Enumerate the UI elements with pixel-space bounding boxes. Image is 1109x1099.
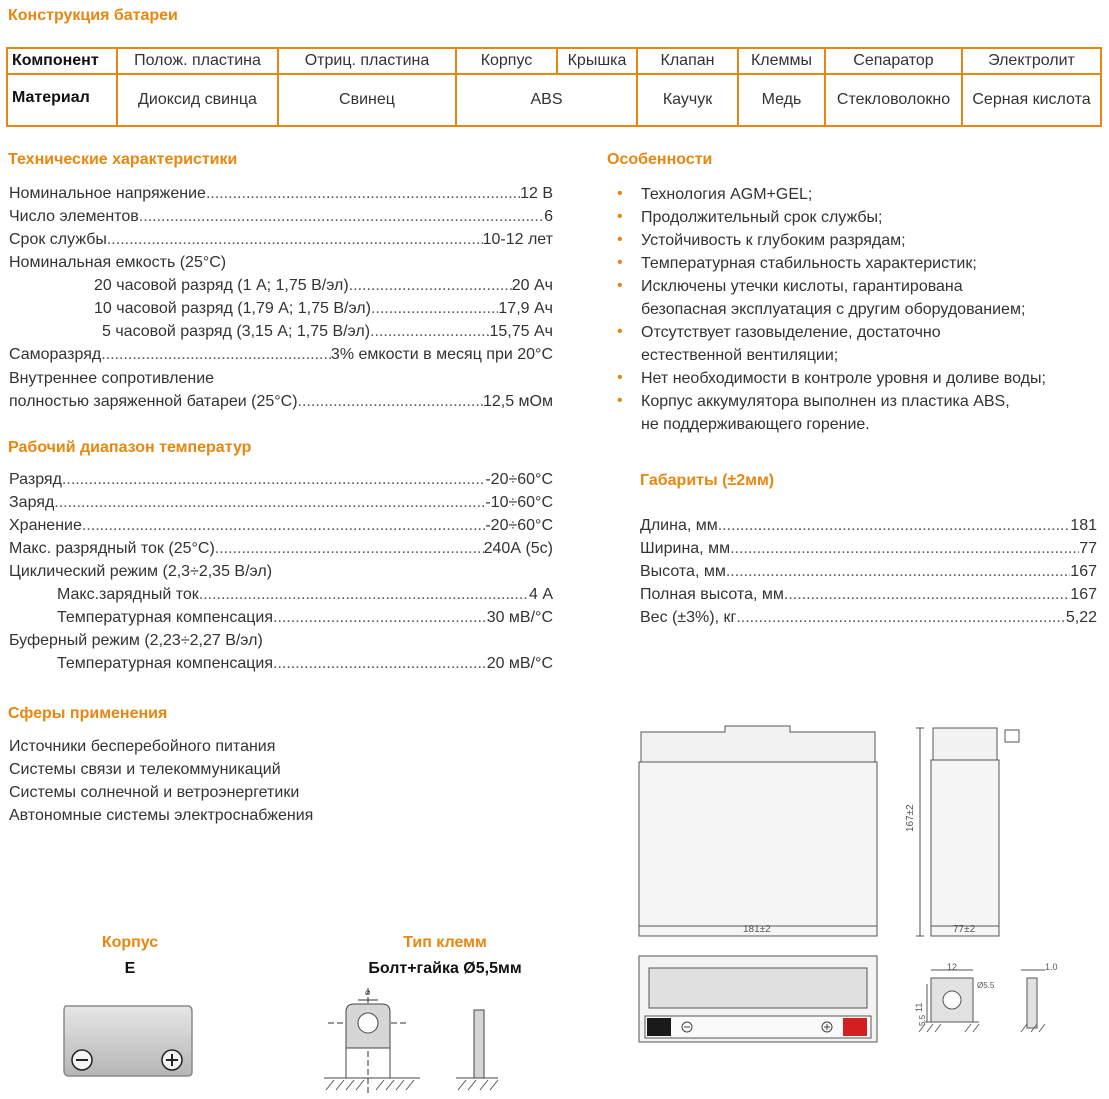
dim-weight: Вес (±3%), кг ..... 5,22 (640, 608, 1097, 628)
feature-item (615, 390, 1046, 413)
spec-cap5: 5 часовой разряд (3,15 А; 1,75 В/эл) ..... 15,75 Ач (102, 322, 553, 342)
case-e-drawing (60, 1000, 196, 1080)
dim-length: Длина, мм ..... 181 (640, 516, 1097, 536)
feature-text: Нет необходимости в контроле уровня и доливе воды; (641, 370, 1046, 387)
temp-storage: Хранение ..... -20÷60°С (9, 516, 553, 536)
material-cell: Свинец (278, 74, 456, 126)
material-cell: Диоксид свинца (117, 74, 278, 126)
buffer-title: Буферный режим (2,23÷2,27 В/эл) (9, 632, 263, 649)
negative-terminal-icon (72, 1050, 92, 1070)
spec-voltage: Номинальное напряжение ..... 12 В (9, 184, 553, 204)
application-item: Источники бесперебойного питания (9, 738, 276, 755)
positive-terminal-icon (162, 1050, 182, 1070)
component-cell: Электролит (962, 48, 1101, 74)
capacity-title: Номинальная емкость (25°С) (9, 254, 227, 271)
terminal-hole-label: Ø5.5 (977, 981, 995, 990)
spec-life: Срок службы ..... 10-12 лет (9, 230, 553, 250)
material-cell: Стекловолокно (825, 74, 962, 126)
row-header-material: Материал (7, 74, 117, 126)
terminal-drawing (320, 978, 500, 1098)
tech-title: Технические характеристики (8, 151, 238, 168)
temp-maxcurrent: Макс. разрядный ток (25°С) ..... 240А (5с) (9, 539, 553, 559)
application-item: Системы связи и телекоммуникаций (9, 761, 281, 778)
svg-text:⌀: ⌀ (365, 987, 371, 997)
spec-resistance: полностью заряженной батареи (25°С) ..... 12,5 мОм (9, 392, 553, 412)
feature-item (615, 321, 1046, 344)
features-list (615, 183, 1046, 436)
component-cell: Корпус (456, 48, 557, 74)
application-item: Автономные системы электроснабжения (9, 807, 314, 824)
feature-text: безопасная эксплуатация с другим оборудованием; (641, 301, 1026, 318)
battery-drawing (635, 720, 1105, 1050)
feature-item-continuation (615, 298, 1046, 321)
feature-item-continuation (615, 413, 1046, 436)
dims-title: Габариты (±2мм) (640, 472, 775, 489)
terminal-thickness-label: 1.0 (1045, 962, 1058, 972)
dim-full-height: Полная высота, мм ..... 167 (640, 585, 1097, 605)
feature-text: Температурная стабильность характеристик; (641, 255, 977, 272)
spec-cap10: 10 часовой разряд (1,79 А; 1,75 В/эл) ..... 17,9 Ач (94, 299, 553, 319)
material-cell: Каучук (637, 74, 738, 126)
bullet-icon: • (617, 392, 623, 409)
height-dim-label: 167±2 (905, 804, 916, 832)
feature-item-continuation (615, 344, 1046, 367)
component-cell: Крышка (557, 48, 637, 74)
material-cell: ABS (456, 74, 637, 126)
construction-table (6, 47, 1102, 127)
construction-title: Конструкция батареи (8, 7, 178, 24)
feature-text: не поддерживающего горение. (641, 416, 870, 433)
material-cell: Серная кислота (962, 74, 1101, 126)
case-value: E (124, 960, 136, 977)
temp-discharge: Разряд ..... -20÷60°С (9, 470, 553, 490)
feature-text: Исключены утечки кислоты, гарантирована (641, 278, 963, 295)
feature-item (615, 367, 1046, 390)
feature-item (615, 229, 1046, 252)
dim-height: Высота, мм ..... 167 (640, 562, 1097, 582)
feature-item (615, 206, 1046, 229)
bullet-icon: • (617, 277, 623, 294)
cyclic-title: Циклический режим (2,3÷2,35 В/эл) (9, 563, 273, 580)
feature-text: Продолжительный срок службы; (641, 209, 883, 226)
bullet-icon: • (617, 369, 623, 386)
feature-text: Корпус аккумулятора выполнен из пластика ABS, (641, 393, 1010, 410)
bullet-icon: • (617, 323, 623, 340)
cyclic-maxcurrent: Макс.зарядный ток ..... 4 А (57, 585, 553, 605)
spec-cap20: 20 часовой разряд (1 А; 1,75 В/эл) ..... 20 Ач (94, 276, 553, 296)
bullet-icon: • (617, 231, 623, 248)
spec-cells: Число элементов ..... 6 (9, 207, 553, 227)
feature-item (615, 183, 1046, 206)
bullet-icon: • (617, 254, 623, 271)
feature-text: Отсутствует газовыделение, достаточно (641, 324, 941, 341)
cyclic-compensation: Температурная компенсация ..... 30 мВ/°С (57, 608, 553, 628)
features-title: Особенности (607, 151, 713, 168)
component-cell: Клеммы (738, 48, 825, 74)
application-item: Системы солнечной и ветроэнергетики (9, 784, 300, 801)
feature-text: естественной вентиляции; (641, 347, 839, 364)
negative-terminal-marker (647, 1018, 671, 1036)
front-dim-label: 181±2 (743, 924, 771, 935)
dim-width: Ширина, мм ..... 77 (640, 539, 1097, 559)
spec-selfdischarge: Саморазряд ..... 3% емкости в месяц при 20°С (9, 345, 553, 365)
buffer-compensation: Температурная компенсация ..... 20 мВ/°С (57, 654, 553, 674)
bullet-icon: • (617, 208, 623, 225)
terminal-title: Тип клемм (403, 934, 487, 951)
terminal-offset-label: 5.5 (918, 1014, 927, 1026)
component-cell: Сепаратор (825, 48, 962, 74)
temp-title: Рабочий диапазон температур (8, 439, 252, 456)
component-cell: Клапан (637, 48, 738, 74)
resistance-line1: Внутреннее сопротивление (9, 370, 215, 387)
applications-title: Сферы применения (8, 705, 168, 722)
feature-item (615, 252, 1046, 275)
terminal-value: Болт+гайка Ø5,5мм (368, 960, 522, 977)
material-cell: Медь (738, 74, 825, 126)
component-cell: Отриц. пластина (278, 48, 456, 74)
terminal-width-label: 12 (947, 962, 958, 972)
component-cell: Полож. пластина (117, 48, 278, 74)
side-dim-label: 77±2 (953, 924, 976, 935)
feature-text: Технология AGM+GEL; (641, 186, 813, 203)
temp-charge: Заряд ..... -10÷60°С (9, 493, 553, 513)
feature-item (615, 275, 1046, 298)
positive-terminal-marker (843, 1018, 867, 1036)
feature-text: Устойчивость к глубоким разрядам; (641, 232, 906, 249)
case-title: Корпус (101, 934, 159, 951)
bullet-icon: • (617, 185, 623, 202)
terminal-height-label: 11 (914, 1002, 924, 1012)
row-header-component: Компонент (7, 48, 117, 74)
